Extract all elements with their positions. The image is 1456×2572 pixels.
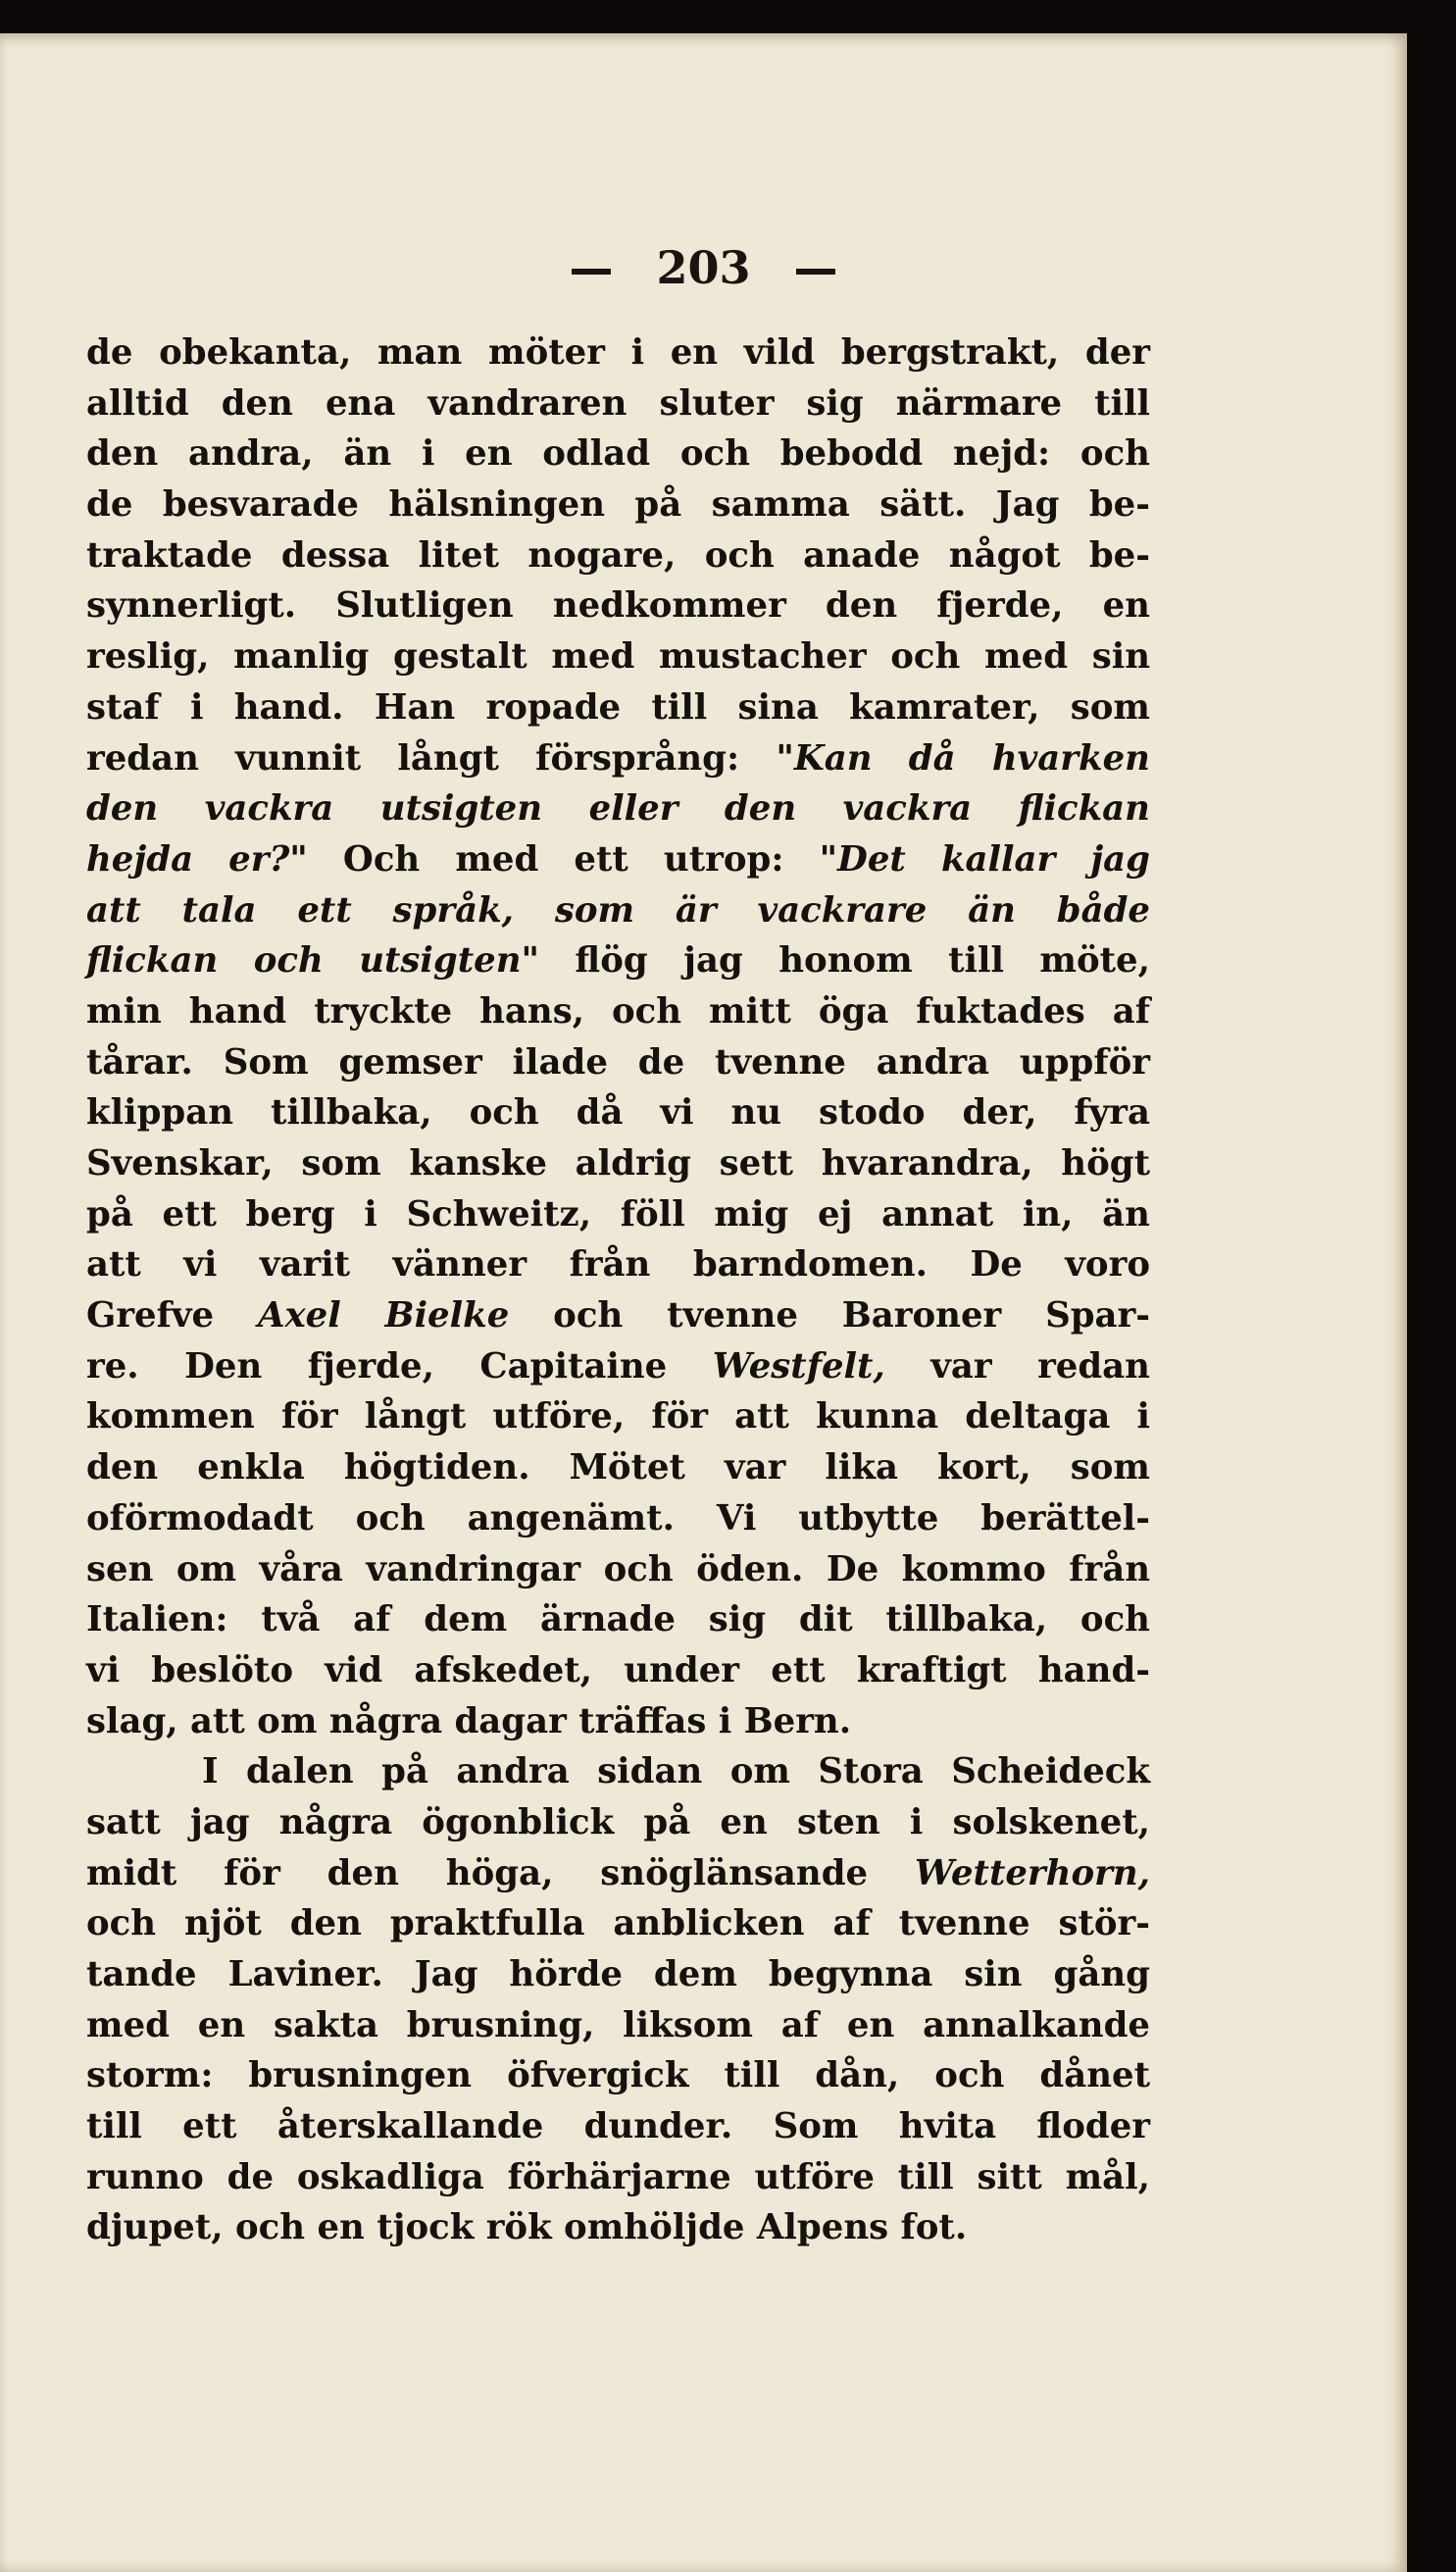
italic-span: hejda er? [86, 838, 290, 880]
text-line-13 [86, 935, 1150, 986]
text-span: I dalen på andra sidan om Stora Scheideck [202, 1751, 1150, 1792]
text-span: " flög jag honom till möte, [521, 940, 1150, 982]
text-line-12 [86, 885, 1150, 936]
text-line-25 [86, 1544, 1150, 1595]
text-span: var redan [884, 1345, 1150, 1387]
text-line-23 [86, 1442, 1150, 1493]
italic-span: "Det kallar jag [819, 838, 1150, 880]
header-dash-left [572, 269, 611, 275]
text-span: kommen för långt utföre, för att kunna deltaga i [86, 1396, 1150, 1437]
text-line-33 [86, 1949, 1150, 2000]
body-text [86, 328, 1150, 2253]
text-span: min hand tryckte hans, och mitt öga fuktades af [86, 990, 1150, 1032]
text-span: slag, att om några dagar träffas i Bern. [86, 1700, 852, 1741]
page-header [0, 241, 1407, 294]
text-line-14 [86, 986, 1150, 1037]
text-span: med en sakta brusning, liksom af en annalkande [86, 2004, 1150, 2045]
text-span: de obekanta, man möter i en vild bergstrakt, der [86, 332, 1150, 373]
text-line-22 [86, 1391, 1150, 1442]
text-line-35 [86, 2050, 1150, 2101]
text-span: tårar. Som gemser ilade de tvenne andra uppför [86, 1041, 1150, 1083]
text-line-17 [86, 1138, 1150, 1189]
text-span: vi beslöto vid afskedet, under ett kraftigt hand- [86, 1649, 1150, 1690]
text-line-1 [86, 328, 1150, 378]
text-span: till ett återskallande dunder. Som hvita floder [86, 2106, 1150, 2147]
text-span: " Och med ett utrop: [289, 838, 820, 880]
text-span: reslig, manlig gestalt med mustacher och med sin [86, 636, 1150, 678]
header-dash-right [796, 269, 835, 275]
text-line-26 [86, 1594, 1150, 1645]
text-span: storm: brusningen öfvergick till dån, och dånet [86, 2055, 1150, 2096]
text-line-3 [86, 429, 1150, 479]
text-span: traktade dessa litet nogare, och anade något be- [86, 534, 1150, 576]
text-span: sen om våra vandringar och öden. De kommo från [86, 1548, 1150, 1589]
text-span: re. Den fjerde, Capitaine [86, 1345, 713, 1387]
text-line-32 [86, 1898, 1150, 1949]
text-span: den enkla högtiden. Mötet var lika kort, som [86, 1447, 1150, 1488]
text-line-7 [86, 631, 1150, 682]
text-line-30 [86, 1797, 1150, 1848]
text-span: redan vunnit långt försprång: [86, 737, 777, 779]
book-page [0, 33, 1407, 2572]
text-line-10 [86, 783, 1150, 834]
text-span: runno de oskadliga förhärjarne utföre till sitt mål, [86, 2156, 1150, 2197]
text-span: alltid den ena vandraren sluter sig närmare till [86, 382, 1150, 424]
text-span: klippan tillbaka, och då vi nu stodo der, fyra [86, 1092, 1150, 1134]
text-line-19 [86, 1239, 1150, 1290]
text-line-29 [86, 1746, 1150, 1797]
text-line-8 [86, 682, 1150, 733]
text-line-27 [86, 1645, 1150, 1696]
text-line-11 [86, 834, 1150, 885]
text-line-31 [86, 1848, 1150, 1899]
text-span: att vi varit vänner från barndomen. De voro [86, 1244, 1150, 1286]
text-line-15 [86, 1037, 1150, 1088]
page-number: 203 [656, 241, 751, 294]
text-span: synnerligt. Slutligen nedkommer den fjerde, en [86, 585, 1150, 627]
text-span: staf i hand. Han ropade till sina kamrater, som [86, 686, 1150, 728]
text-line-4 [86, 479, 1150, 530]
text-line-28 [86, 1696, 1150, 1747]
text-line-16 [86, 1087, 1150, 1138]
text-span: djupet, och en tjock rök omhöljde Alpens fot. [86, 2207, 968, 2248]
italic-span: "Kan då hvarken [776, 737, 1150, 779]
text-span: Italien: två af dem ärnade sig dit tillbaka, och [86, 1599, 1150, 1640]
text-line-24 [86, 1493, 1150, 1544]
text-span: Grefve [86, 1295, 258, 1336]
text-line-6 [86, 580, 1150, 631]
text-line-9 [86, 733, 1150, 784]
text-line-2 [86, 378, 1150, 429]
text-line-21 [86, 1341, 1150, 1392]
italic-span: att tala ett språk, som är vackrare än både [86, 889, 1150, 931]
text-line-36 [86, 2101, 1150, 2152]
text-span: satt jag några ögonblick på en sten i solskenet, [86, 1801, 1150, 1842]
text-span: de besvarade hälsningen på samma sätt. Jag be- [86, 484, 1150, 526]
text-span: och njöt den praktfulla anblicken af tvenne stör- [86, 1903, 1150, 1944]
text-line-38 [86, 2202, 1150, 2253]
italic-span: Wetterhorn, [914, 1852, 1150, 1893]
italic-span: den vackra utsigten eller den vackra flickan [86, 788, 1150, 830]
text-span: Svenskar, som kanske aldrig sett hvarandra, högt [86, 1143, 1150, 1184]
text-span: tande Laviner. Jag hörde dem begynna sin gång [86, 1954, 1150, 1994]
text-span: på ett berg i Schweitz, föll mig ej annat in, än [86, 1193, 1150, 1235]
italic-span: Axel Bielke [257, 1295, 510, 1336]
italic-span: Westfelt, [712, 1345, 885, 1387]
text-line-37 [86, 2152, 1150, 2203]
text-line-20 [86, 1290, 1150, 1341]
text-line-18 [86, 1189, 1150, 1240]
text-line-34 [86, 2000, 1150, 2051]
italic-span: flickan och utsigten [86, 940, 522, 982]
text-line-5 [86, 530, 1150, 581]
text-span: den andra, än i en odlad och bebodd nejd: och [86, 433, 1150, 475]
text-span: oförmodadt och angenämt. Vi utbytte berättel- [86, 1497, 1150, 1538]
text-span: midt för den höga, snöglänsande [86, 1852, 915, 1893]
text-span: och tvenne Baroner Spar- [509, 1295, 1150, 1336]
